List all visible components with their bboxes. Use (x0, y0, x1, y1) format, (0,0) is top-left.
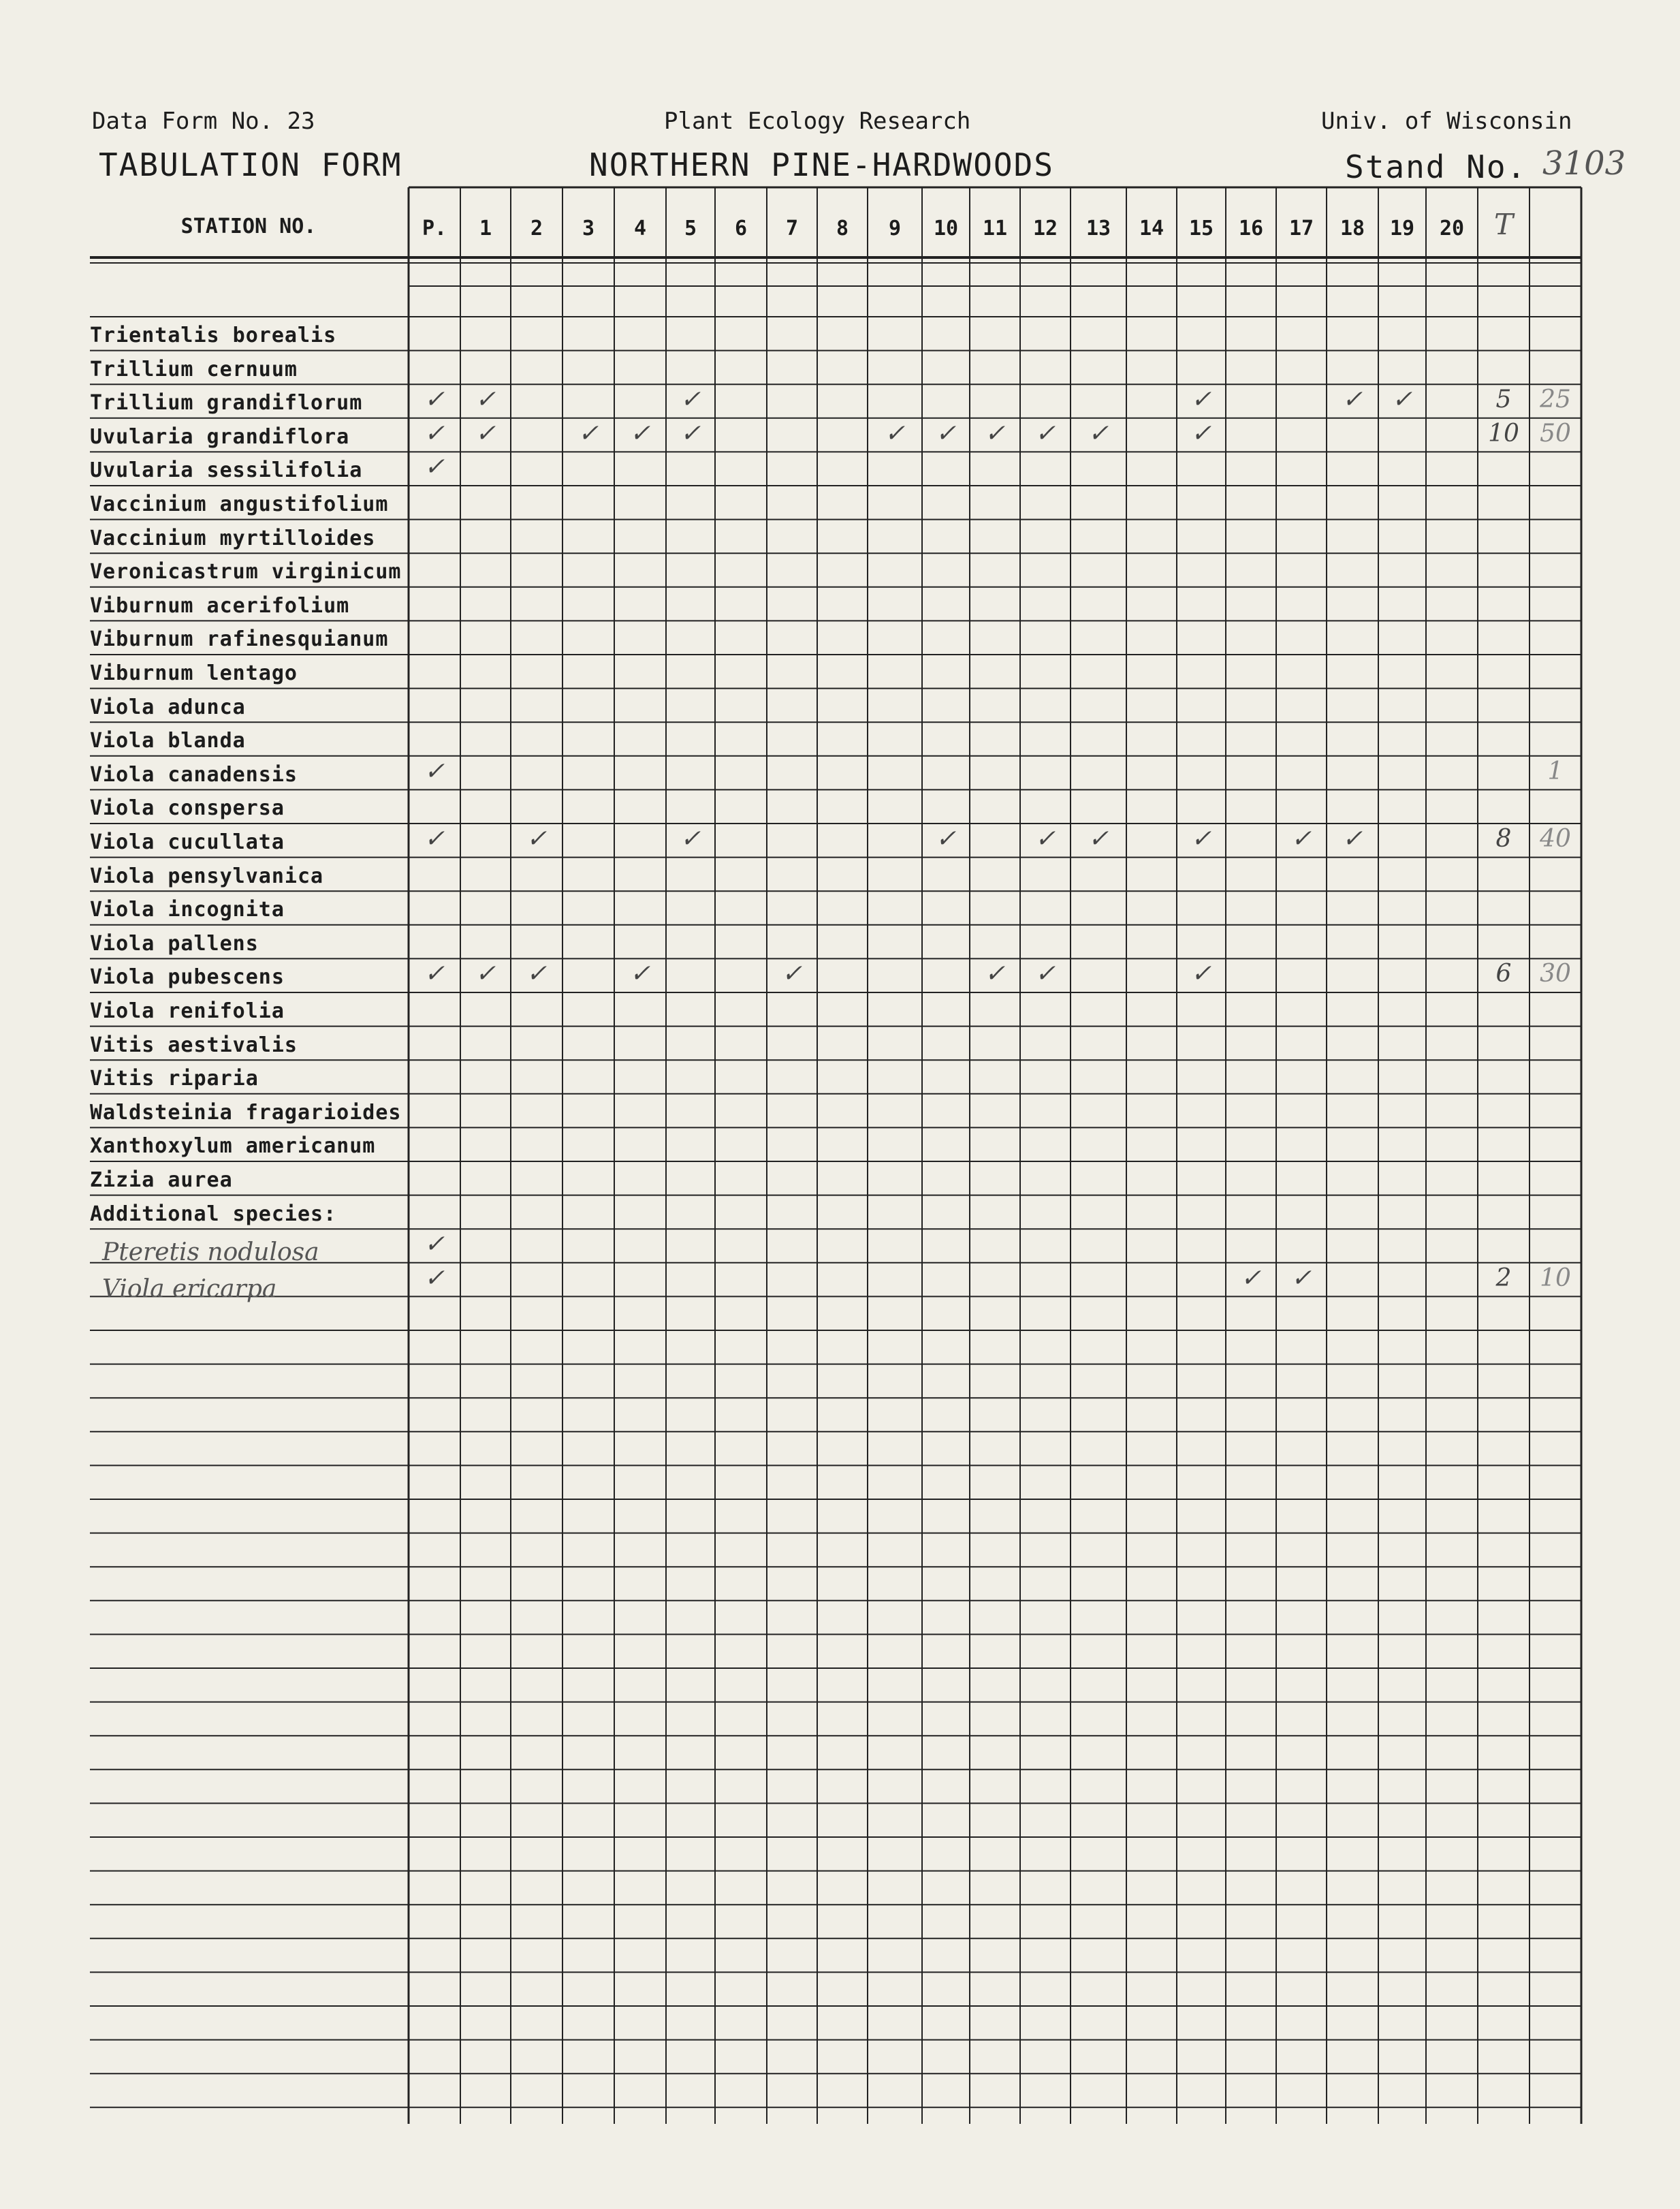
col-station-4: 4 (633, 217, 647, 240)
species-name: Viola blanda (90, 729, 246, 753)
species-name: Uvularia grandiflora (90, 424, 350, 449)
station-mark: ✓ (984, 960, 1006, 988)
station-mark: ✓ (1190, 419, 1212, 448)
station-mark: ✓ (526, 825, 548, 853)
col-station-15: 15 (1188, 217, 1214, 240)
species-name: Viola renifolia (90, 999, 285, 1023)
stand-label: Stand No. (1345, 148, 1527, 185)
col-station-14: 14 (1139, 217, 1164, 240)
species-name: Trientalis borealis (90, 324, 337, 347)
col-total: T (1493, 208, 1513, 241)
species-name: Additional species: (90, 1202, 337, 1226)
station-mark: ✓ (1290, 825, 1312, 853)
col-station-17: 17 (1288, 217, 1314, 240)
species-name: Viola incognita (90, 898, 285, 922)
species-name: Viola canadensis (90, 762, 298, 787)
total-value: 10 (1488, 419, 1519, 448)
station-mark: ✓ (475, 386, 496, 414)
community-title: NORTHERN PINE-HARDWOODS (589, 146, 1054, 183)
station-mark: ✓ (1190, 960, 1212, 988)
present-mark: ✓ (424, 825, 445, 853)
present-mark: ✓ (424, 453, 445, 482)
species-name: Vitis aestivalis (90, 1033, 298, 1057)
station-mark: ✓ (1391, 386, 1413, 414)
total-value: 5 (1495, 386, 1512, 414)
university-name: Univ. of Wisconsin (1321, 108, 1572, 135)
col-station-12: 12 (1032, 217, 1058, 240)
species-name: Viola pensylvanica (90, 864, 324, 888)
col-station-2: 2 (530, 217, 543, 240)
col-station-20: 20 (1439, 217, 1465, 240)
species-name: Waldsteinia fragarioides (90, 1100, 402, 1125)
species-name: Viola pallens (90, 931, 259, 956)
org-name: Plant Ecology Research (664, 108, 971, 135)
species-name: Vitis riparia (90, 1067, 259, 1091)
col-station-7: 7 (785, 217, 799, 240)
station-mark: ✓ (1034, 960, 1056, 988)
col-station-10: 10 (933, 217, 959, 240)
col-station-13: 13 (1085, 217, 1111, 240)
station-mark: ✓ (1088, 419, 1109, 448)
present-mark: ✓ (424, 757, 445, 785)
col-present: P. (422, 217, 447, 240)
total-value: 2 (1495, 1264, 1512, 1292)
present-mark: ✓ (424, 960, 445, 988)
station-mark: ✓ (1290, 1264, 1312, 1292)
station-mark: ✓ (1034, 825, 1056, 853)
station-mark: ✓ (935, 419, 957, 448)
station-mark: ✓ (781, 960, 803, 988)
col-station-16: 16 (1238, 217, 1264, 240)
form-title: TABULATION FORM (99, 146, 402, 183)
present-mark: ✓ (424, 1264, 445, 1292)
col-station-6: 6 (734, 217, 748, 240)
frequency-value: 50 (1540, 419, 1571, 448)
col-station-8: 8 (836, 217, 849, 240)
species-name: Vaccinium angustifolium (90, 492, 389, 516)
species-name: Uvularia sessilifolia (90, 458, 363, 483)
col-station-1: 1 (479, 217, 492, 240)
station-mark: ✓ (475, 960, 496, 988)
species-name: Veronicastrum virginicum (90, 560, 402, 584)
station-mark: ✓ (1190, 386, 1212, 414)
stand-number: 3103 (1542, 144, 1626, 183)
col-station-18: 18 (1340, 217, 1365, 240)
station-mark: ✓ (1034, 419, 1056, 448)
station-no-label: STATION NO. (180, 215, 317, 238)
col-station-11: 11 (982, 217, 1008, 240)
species-name: Viburnum lentago (90, 661, 298, 685)
species-name: Viburnum rafinesquianum (90, 627, 389, 652)
frequency-value: 25 (1540, 386, 1571, 414)
col-station-3: 3 (582, 217, 595, 240)
present-mark: ✓ (424, 419, 445, 448)
species-name: Viola conspersa (90, 796, 285, 821)
species-name: Vaccinium myrtilloides (90, 526, 376, 550)
additional-species-1: Pteretis nodulosa (102, 1238, 319, 1266)
species-name: Viburnum acerifolium (90, 593, 350, 618)
species-name: Viola adunca (90, 695, 246, 719)
frequency-value: 1 (1547, 757, 1564, 785)
col-station-19: 19 (1389, 217, 1415, 240)
species-name: Viola cucullata (90, 830, 285, 854)
station-mark: ✓ (680, 825, 701, 853)
frequency-value: 40 (1540, 825, 1571, 853)
species-name: Trillium cernuum (90, 357, 298, 381)
station-mark: ✓ (1190, 825, 1212, 853)
frequency-value: 10 (1540, 1264, 1571, 1292)
station-mark: ✓ (475, 419, 496, 448)
species-name: Viola pubescens (90, 965, 285, 990)
station-mark: ✓ (629, 419, 651, 448)
total-value: 8 (1495, 825, 1512, 853)
station-mark: ✓ (1240, 1264, 1262, 1292)
total-value: 6 (1495, 960, 1512, 988)
col-station-9: 9 (888, 217, 902, 240)
form-number: Data Form No. 23 (92, 108, 315, 135)
station-mark: ✓ (984, 419, 1006, 448)
station-mark: ✓ (680, 386, 701, 414)
station-mark: ✓ (629, 960, 651, 988)
station-mark: ✓ (1088, 825, 1109, 853)
station-mark: ✓ (884, 419, 906, 448)
species-name: Trillium grandiflorum (90, 391, 363, 416)
present-mark: ✓ (424, 386, 445, 414)
frequency-value: 30 (1540, 960, 1571, 988)
station-mark: ✓ (526, 960, 548, 988)
additional-species-2: Viola ericarpa (102, 1275, 277, 1303)
station-mark: ✓ (1342, 825, 1363, 853)
station-mark: ✓ (680, 419, 701, 448)
species-name: Xanthoxylum americanum (90, 1134, 376, 1159)
station-mark: ✓ (1342, 386, 1363, 414)
present-mark: ✓ (424, 1230, 445, 1259)
species-name: Zizia aurea (90, 1168, 233, 1192)
station-mark: ✓ (935, 825, 957, 853)
col-station-5: 5 (684, 217, 697, 240)
station-mark: ✓ (577, 419, 599, 448)
